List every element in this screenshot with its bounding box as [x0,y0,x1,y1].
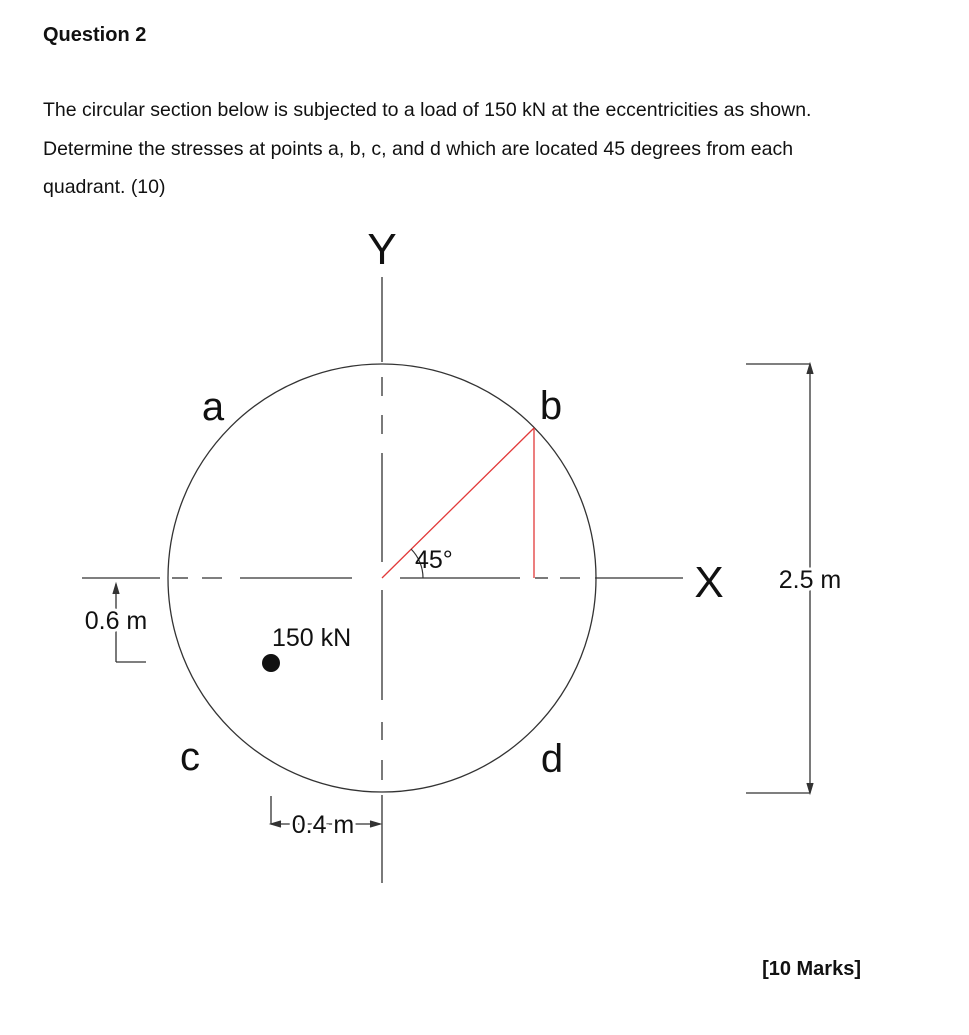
angle-construction [382,428,534,578]
point-b-label: b [539,384,563,428]
angle-label: 45° [415,546,453,574]
load-point-icon [262,654,280,672]
point-a-label: a [201,385,225,429]
question-title: Question 2 [43,24,147,46]
marks-label: [10 Marks] [762,958,861,980]
eccentricity-x-label: 0.4 m [291,811,355,839]
load-label: 150 kN [272,624,352,652]
y-axis-label: Y [367,225,397,274]
x-axis-label: X [694,558,724,607]
question-text: The circular section below is subjected to a load of 150 kN at the eccentricities as shown. Determine the stresses at points a, b, c, and d which are located 45 degrees from each quadrant. (10) [43,99,812,198]
diameter-label: 2.5 m [778,566,842,594]
point-c-label: c [180,735,200,779]
point-d-label: d [540,737,564,781]
eccentricity-y-label: 0.6 m [84,607,148,635]
